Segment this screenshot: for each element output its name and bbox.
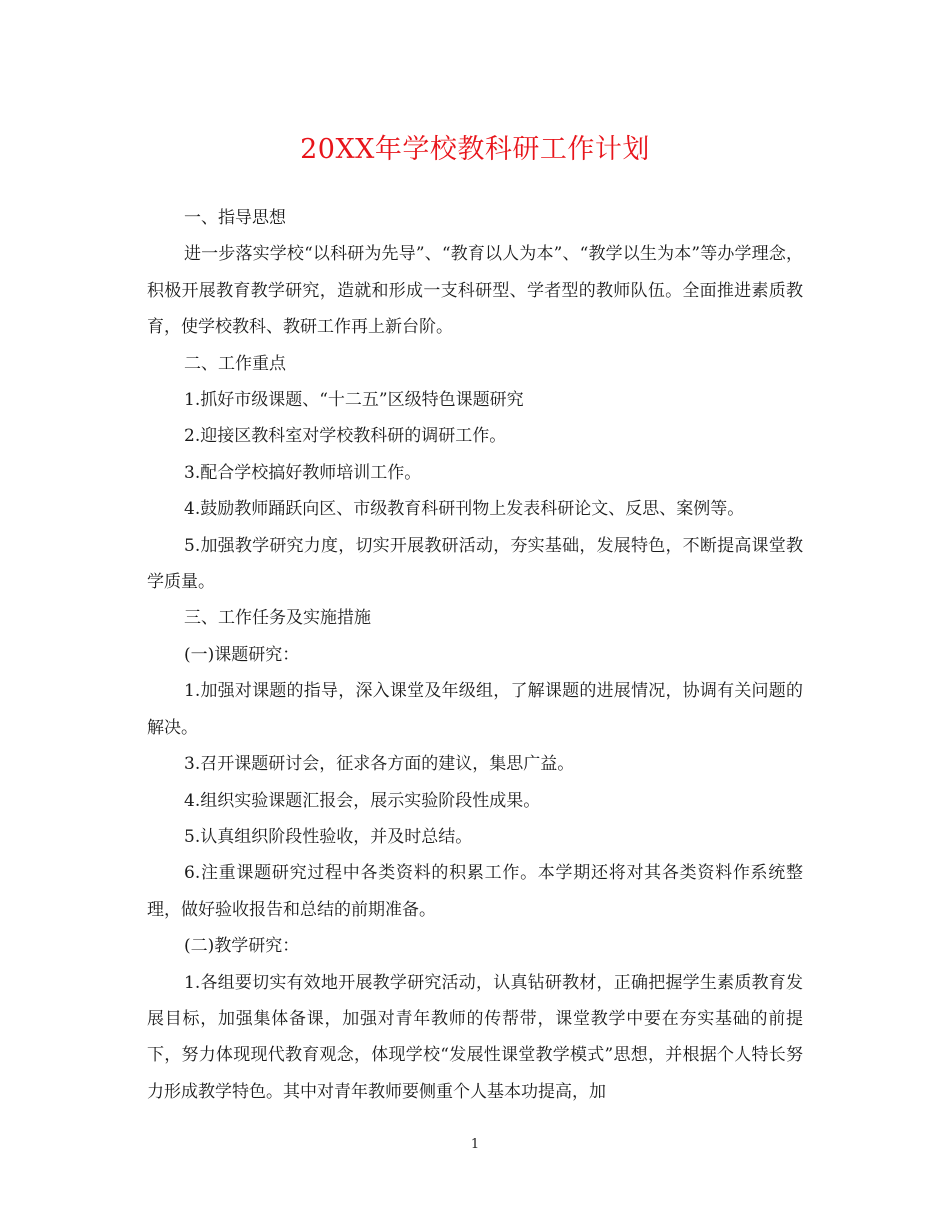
- paragraph-guiding-ideology: 进一步落实学校“以科研为先导”、“教育以人为本”、“教学以生为本”等办学理念，积极开展教育教学研究，造就和形成一支科研型、学者型的教师队伍。全面推进素质教育，使学校教科、教研工作再上新台阶。: [147, 244, 803, 338]
- heading-tasks-measures: 三、工作任务及实施措施: [184, 608, 371, 629]
- list-item: 1.抓好市级课题、“十二五”区级特色课题研究: [184, 390, 524, 411]
- list-item: 1.加强对课题的指导，深入课堂及年级组，了解课题的进展情况，协调有关问题的解决。: [147, 681, 803, 738]
- list-item: 6.注重课题研究过程中各类资料的积累工作。本学期还将对其各类资料作系统整理，做好验收报告和总结的前期准备。: [147, 863, 803, 920]
- list-item: 4.组织实验课题汇报会，展示实验阶段性成果。: [184, 790, 541, 811]
- page-number: 1: [470, 1137, 480, 1152]
- heading-work-focus: 二、工作重点: [184, 353, 286, 374]
- list-item: 5.认真组织阶段性验收，并及时总结。: [184, 826, 473, 847]
- document-title: 20XX年学校教科研工作计划: [300, 134, 650, 165]
- heading-guiding-ideology: 一、指导思想: [184, 208, 286, 228]
- document-body: [147, 200, 803, 1110]
- list-item: 1.各组要切实有效地开展教学研究活动，认真钻研教材，正确把握学生素质教育发展目标，加强集体备课，加强对青年教师的传帮带，课堂教学中要在夯实基础的前提下，努力体现现代教育观念，体现学校“发展性课堂教学模式”思想，并根据个人特长努力形成教学特色。其中对青年教师要侧重个人基本功提高，加: [147, 972, 803, 1102]
- list-item: 3.配合学校搞好教师培训工作。: [184, 462, 422, 483]
- subheading-teaching-research: (二)教学研究：: [184, 936, 300, 957]
- subheading-topic-research: (一)课题研究：: [184, 644, 300, 665]
- list-item: 2.迎接区教科室对学校教科研的调研工作。: [184, 426, 507, 447]
- list-item: 4.鼓励教师踊跃向区、市级教育科研刊物上发表科研论文、反思、案例等。: [184, 499, 745, 520]
- list-item: 5.加强教学研究力度，切实开展教研活动，夯实基础，发展特色，不断提高课堂教学质量。: [147, 535, 803, 593]
- list-item: 3.召开课题研讨会，征求各方面的建议，集思广益。: [184, 754, 575, 775]
